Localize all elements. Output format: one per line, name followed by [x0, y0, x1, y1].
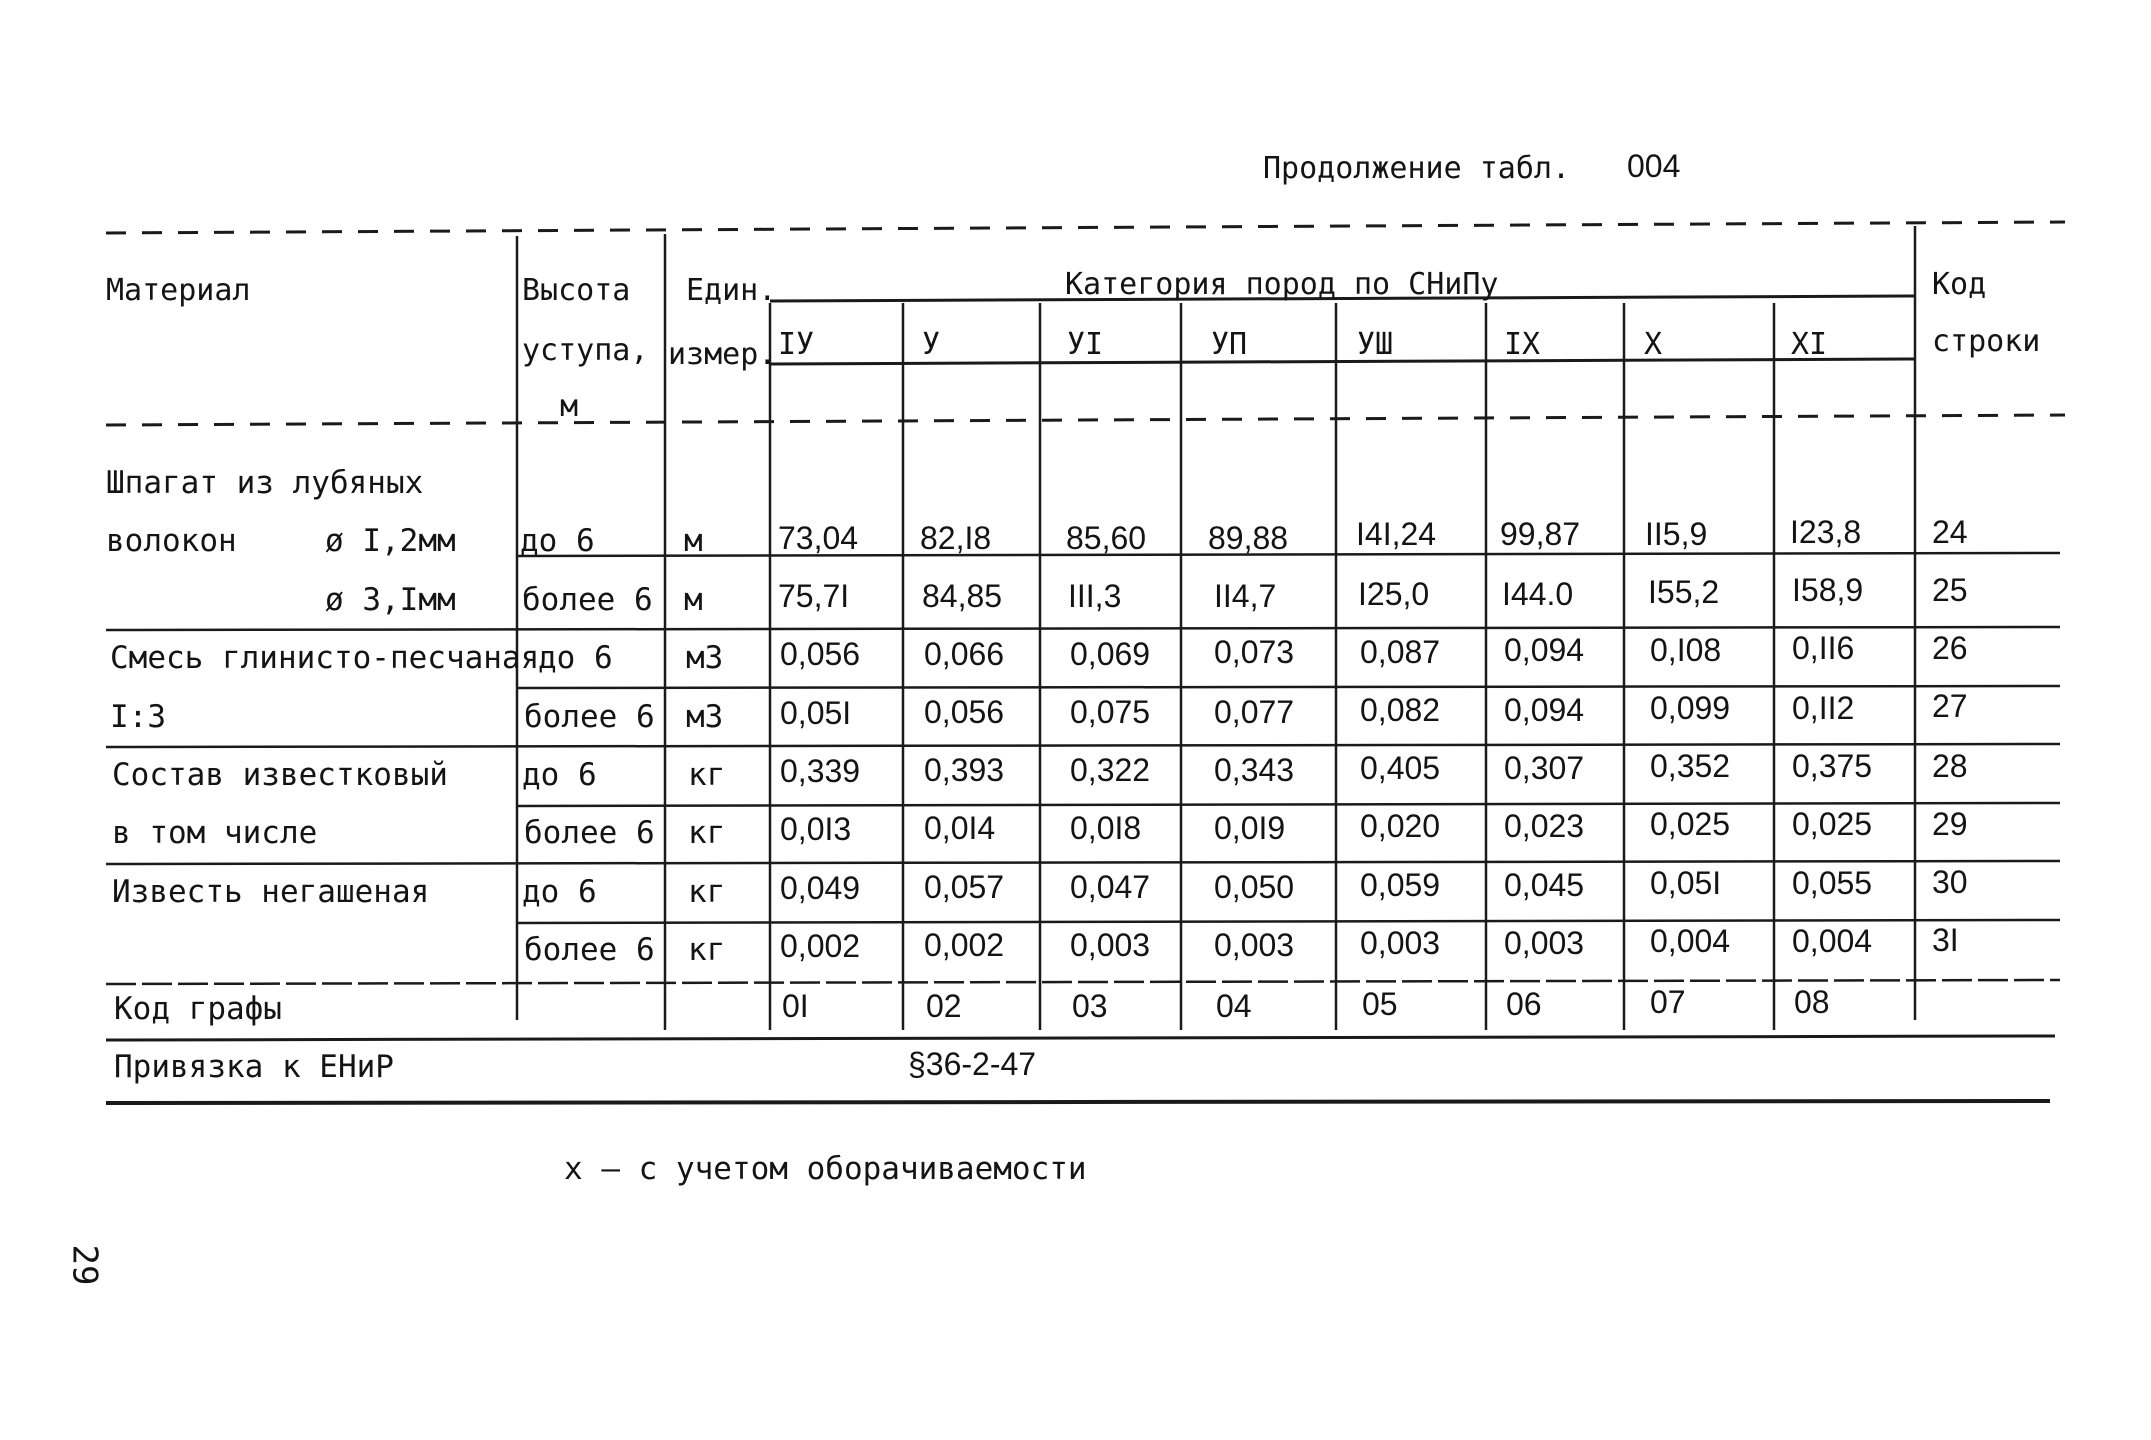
- value-cell: 0,020: [1360, 808, 1441, 844]
- value-cell: 0,I08: [1650, 632, 1722, 668]
- unit-header-line1: Един.: [686, 273, 777, 308]
- value-cell: 0,045: [1504, 867, 1585, 903]
- material-name: I:3: [110, 699, 166, 735]
- height-cell: более 6: [524, 932, 655, 968]
- row-code-cell: 27: [1932, 688, 1968, 724]
- material-diameter: ø 3,Iмм: [325, 582, 456, 618]
- material-name: Известь негашеная: [112, 874, 430, 910]
- value-cell: 0,055: [1792, 865, 1873, 901]
- value-cell: 0,003: [1360, 925, 1441, 961]
- value-cell: 84,85: [922, 578, 1003, 614]
- material-name: Смесь глинисто-песчаная: [110, 640, 540, 676]
- height-cell: до 6: [538, 640, 613, 676]
- value-cell: 0,0I9: [1214, 810, 1286, 846]
- value-cell: 0,0I4: [924, 810, 996, 846]
- height-header-line3: м: [560, 389, 579, 424]
- row-code-cell: 24: [1932, 514, 1968, 550]
- value-cell: 0,025: [1792, 806, 1873, 842]
- value-cell: 0,05I: [780, 695, 852, 731]
- height-cell: более 6: [522, 582, 653, 618]
- row-code-header-line2: строки: [1932, 324, 2041, 359]
- value-cell: 82,I8: [920, 520, 992, 556]
- value-cell: 0,II2: [1792, 690, 1855, 726]
- row-code-cell: 3I: [1932, 922, 1959, 958]
- value-cell: 0,375: [1792, 748, 1873, 784]
- value-cell: 0,002: [780, 928, 861, 964]
- row-code-cell: 29: [1932, 806, 1968, 842]
- value-cell: 0,352: [1650, 748, 1731, 784]
- value-cell: 85,60: [1066, 520, 1147, 556]
- value-cell: III,3: [1068, 578, 1122, 614]
- value-cell: 0,05I: [1650, 865, 1722, 901]
- category-col-5: УШ: [1357, 327, 1394, 362]
- value-cell: 0,066: [924, 636, 1005, 672]
- value-cell: I25,0: [1358, 576, 1430, 612]
- row-code-cell: 26: [1932, 630, 1968, 666]
- row-code-header-line1: Код: [1932, 267, 1987, 302]
- column-code-cell: 06: [1506, 986, 1542, 1022]
- value-cell: 0,049: [780, 870, 861, 906]
- unit-cell: м: [684, 523, 703, 559]
- value-cell: 0,025: [1650, 806, 1731, 842]
- unit-header-line2: измер.: [668, 337, 777, 372]
- height-cell: до 6: [522, 757, 597, 793]
- value-cell: 0,056: [924, 694, 1005, 730]
- value-cell: 0,004: [1792, 923, 1873, 959]
- value-cell: I55,2: [1648, 574, 1720, 610]
- value-cell: 0,073: [1214, 634, 1295, 670]
- value-cell: 0,094: [1504, 632, 1585, 668]
- reference-label: Привязка к ЕНиР: [114, 1049, 394, 1085]
- reference-value: §36-2-47: [908, 1046, 1037, 1082]
- column-code-cell: 08: [1794, 984, 1830, 1020]
- category-col-3: УI: [1067, 327, 1104, 362]
- unit-cell: кг: [688, 874, 726, 910]
- value-cell: 0,059: [1360, 867, 1441, 903]
- row-code-cell: 25: [1932, 572, 1968, 608]
- column-code-cell: 02: [926, 988, 962, 1024]
- value-cell: 0,047: [1070, 869, 1151, 905]
- value-cell: 0,075: [1070, 694, 1151, 730]
- height-header-line2: уступа,: [522, 333, 649, 368]
- material-header: Материал: [106, 273, 251, 308]
- value-cell: 89,88: [1208, 520, 1289, 556]
- value-cell: 0,069: [1070, 636, 1151, 672]
- value-cell: 0,343: [1214, 752, 1295, 788]
- height-cell: более 6: [524, 815, 655, 851]
- page-number: 29: [64, 1244, 105, 1286]
- unit-cell: м3: [686, 699, 724, 735]
- category-col-7: X: [1644, 327, 1663, 362]
- value-cell: 0,087: [1360, 634, 1441, 670]
- value-cell: 0,002: [924, 927, 1005, 963]
- material-name: в том числе: [112, 815, 318, 851]
- value-cell: 0,056: [780, 636, 861, 672]
- category-col-1: IУ: [778, 327, 815, 362]
- category-col-6: IX: [1504, 327, 1541, 362]
- value-cell: 0,077: [1214, 694, 1295, 730]
- unit-cell: кг: [688, 757, 726, 793]
- value-cell: I4I,24: [1356, 516, 1437, 552]
- category-col-2: У: [922, 327, 941, 362]
- table-number: 004: [1627, 148, 1681, 184]
- value-cell: 99,87: [1500, 516, 1581, 552]
- value-cell: 73,04: [778, 520, 859, 556]
- value-cell: I58,9: [1792, 572, 1864, 608]
- value-cell: 0,082: [1360, 692, 1441, 728]
- material-name: Состав известковый: [112, 757, 448, 793]
- height-header-line1: Высота: [522, 273, 631, 308]
- column-code-cell: 03: [1072, 988, 1108, 1024]
- height-cell: до 6: [522, 874, 597, 910]
- value-cell: 0,393: [924, 752, 1005, 788]
- category-col-8: XI: [1791, 327, 1828, 362]
- material-diameter: ø I,2мм: [325, 523, 456, 559]
- column-code-cell: 04: [1216, 988, 1252, 1024]
- value-cell: 0,099: [1650, 690, 1731, 726]
- value-cell: 0,405: [1360, 750, 1441, 786]
- value-cell: 0,003: [1504, 925, 1585, 961]
- value-cell: I23,8: [1790, 514, 1862, 550]
- value-cell: 0,003: [1070, 927, 1151, 963]
- unit-cell: кг: [688, 932, 726, 968]
- value-cell: 75,7I: [778, 578, 850, 614]
- material-name: волокон: [106, 523, 237, 559]
- height-cell: более 6: [524, 699, 655, 735]
- height-cell: до 6: [520, 523, 595, 559]
- column-code-cell: 05: [1362, 986, 1398, 1022]
- category-col-4: УП: [1211, 327, 1248, 362]
- value-cell: 0,003: [1214, 927, 1295, 963]
- column-code-label: Код графы: [114, 991, 282, 1027]
- value-cell: 0,0I8: [1070, 810, 1142, 846]
- unit-cell: м: [684, 582, 703, 618]
- value-cell: 0,023: [1504, 808, 1585, 844]
- value-cell: I44.0: [1502, 576, 1574, 612]
- unit-cell: кг: [688, 815, 726, 851]
- row-code-cell: 30: [1932, 864, 1968, 900]
- value-cell: II4,7: [1214, 578, 1277, 614]
- category-group-header: Категория пород по СНиПу: [1065, 267, 1499, 302]
- value-cell: 0,322: [1070, 752, 1151, 788]
- material-name: Шпагат из лубяных: [106, 465, 424, 501]
- value-cell: 0,307: [1504, 750, 1585, 786]
- value-cell: 0,094: [1504, 692, 1585, 728]
- value-cell: II5,9: [1645, 516, 1708, 552]
- footnote: х – с учетом оборачиваемости: [564, 1151, 1087, 1187]
- column-code-cell: 0I: [782, 988, 809, 1024]
- row-code-cell: 28: [1932, 748, 1968, 784]
- value-cell: 0,0I3: [780, 811, 852, 847]
- value-cell: 0,057: [924, 869, 1005, 905]
- value-cell: 0,II6: [1792, 630, 1855, 666]
- value-cell: 0,339: [780, 753, 861, 789]
- value-cell: 0,004: [1650, 923, 1731, 959]
- column-code-cell: 07: [1650, 984, 1686, 1020]
- value-cell: 0,050: [1214, 869, 1295, 905]
- continuation-label: Продолжение табл.: [1263, 151, 1571, 186]
- unit-cell: м3: [686, 640, 724, 676]
